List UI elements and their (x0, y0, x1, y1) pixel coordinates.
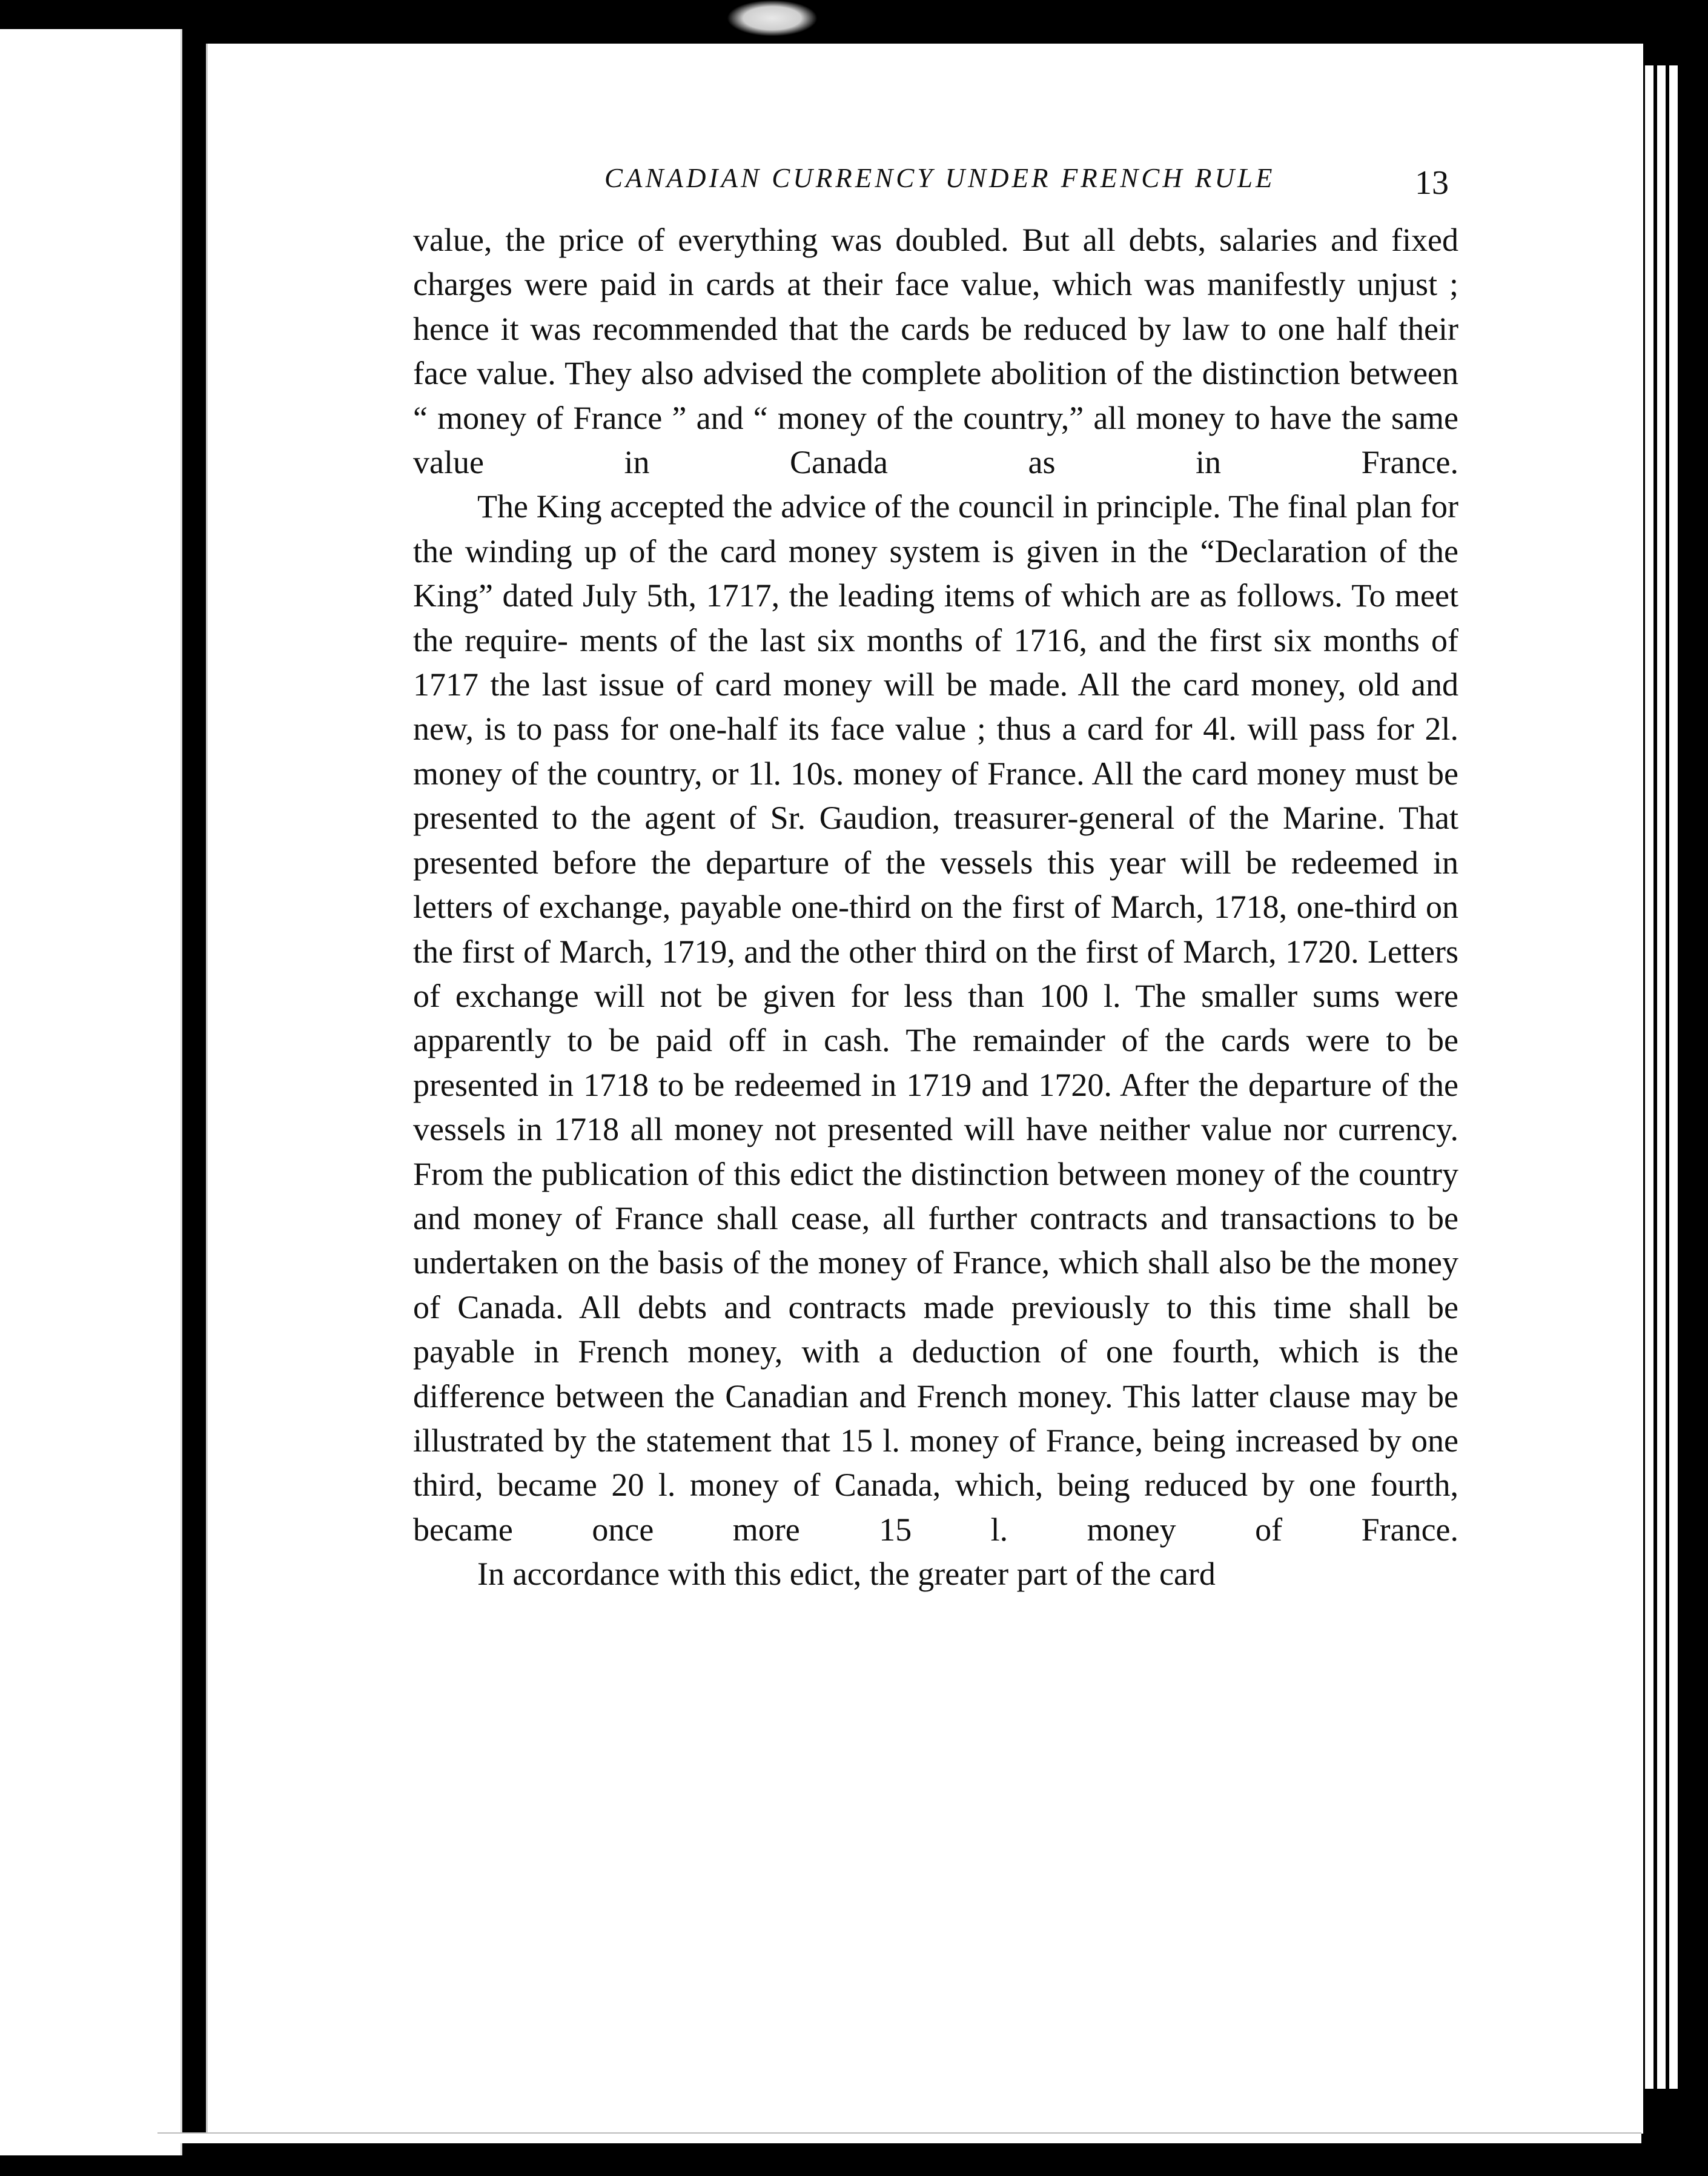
page-bottom-edge (157, 2132, 1641, 2143)
text-line: of 1717 the last issue of card money will be made. All the (413, 622, 1459, 703)
text-line: previously to this time shall be payable in French money, with (413, 1289, 1458, 1370)
text-line: which was manifestly unjust ; hence it was recommended that (413, 266, 1459, 347)
text-line: treasurer-general of the Marine. That presented before the (413, 800, 1459, 881)
text-line: ments of the last six months of 1716, and the first six months (580, 622, 1420, 658)
facing-page-edge (0, 29, 182, 2155)
text-line: Canadian and French money. This latter clause may be (725, 1378, 1458, 1415)
text-line: illustrated by the statement that 15 l. money of France, being (413, 1422, 1226, 1459)
text-line: France. (1361, 1511, 1459, 1548)
text-line: also be the money of Canada. All debts and contracts made (413, 1244, 1458, 1325)
text-line: being reduced by one fourth, became once more 15 l. money of (413, 1467, 1458, 1548)
text-line: increased by one third, became 20 l. money of Canada, which, (413, 1422, 1459, 1504)
text-line: edict the distinction between money of the country and money (413, 1155, 1458, 1236)
page-stack-edge (1669, 65, 1678, 2089)
running-head: CANADIAN CURRENCY UNDER FRENCH RULE (604, 163, 1276, 193)
text-line: a deduction of one fourth, which is the difference between the (413, 1333, 1458, 1415)
text-line: departure of the vessels this year will be redeemed in (706, 844, 1459, 881)
text-line: money must be presented to the agent of Sr. Gaudion, (413, 755, 1459, 837)
text-line: letters of exchange, payable one-third on the first of March, (413, 889, 1205, 926)
text-line: country, or 1l. 10s. money of France. All the card (596, 755, 1248, 792)
text-line: be undertaken on the basis of the money of France, which shall (413, 1199, 1459, 1281)
scan-speck (727, 0, 818, 36)
text-line: given for less than 100 l. The smaller sums were apparently (413, 977, 1458, 1059)
body-text (413, 218, 1458, 1597)
text-line: on the first of March, 1720. Letters of exchange will not be (413, 933, 1458, 1014)
text-line: have neither value nor currency. From the publication of this (413, 1111, 1458, 1192)
page-number: 13 (1415, 164, 1449, 202)
text-line: value, the price of everything was doubled. But all debts, (413, 222, 1207, 258)
page-stack-edge (1645, 65, 1653, 2089)
text-line: presented in 1718 to be redeemed in 1719 and 1720. After the (413, 1066, 1239, 1103)
text-line: value ; thus a card for 4l. will pass for 2l. money of the (413, 711, 1458, 792)
text-line: the cards be reduced by law to one half their face value. They (413, 310, 1459, 392)
text-line: 1718, one-third on the first of March, 1719, and the other third (413, 889, 1459, 970)
paragraph (413, 218, 1458, 485)
text-line: card money, old and new, is to pass for one-half its face (413, 666, 1458, 748)
text-line: of France shall cease, all further contracts and transactions to (574, 1199, 1415, 1236)
paragraph (413, 1552, 1458, 1596)
text-line: The King accepted the advice of the council in principle. (477, 488, 1221, 525)
text-line: to be paid off in cash. The remainder of the cards were to be (567, 1022, 1459, 1059)
text-line: to have the same value in Canada as in France. (413, 399, 1459, 481)
text-line: “ money of France ” and “ money of the country,” all money (413, 399, 1225, 436)
text-line: departure of the vessels in 1718 all money not presented will (413, 1066, 1459, 1148)
text-line: In accordance with this edict, the greater part of the card (477, 1556, 1216, 1593)
text-line: The final plan for the winding up of the card money system is (413, 488, 1458, 569)
paragraph (413, 485, 1458, 1552)
page-stack-edge (1657, 65, 1666, 2089)
text-line: given in the “Declaration of the King” dated July 5th, 1717, the (413, 532, 1459, 614)
text-line: leading items of which are as follows. To meet the require- (413, 577, 1458, 658)
text-line: also advised the complete abolition of the distinction between (641, 355, 1459, 392)
text-line: salaries and fixed charges were paid in cards at their face value, (413, 222, 1458, 303)
